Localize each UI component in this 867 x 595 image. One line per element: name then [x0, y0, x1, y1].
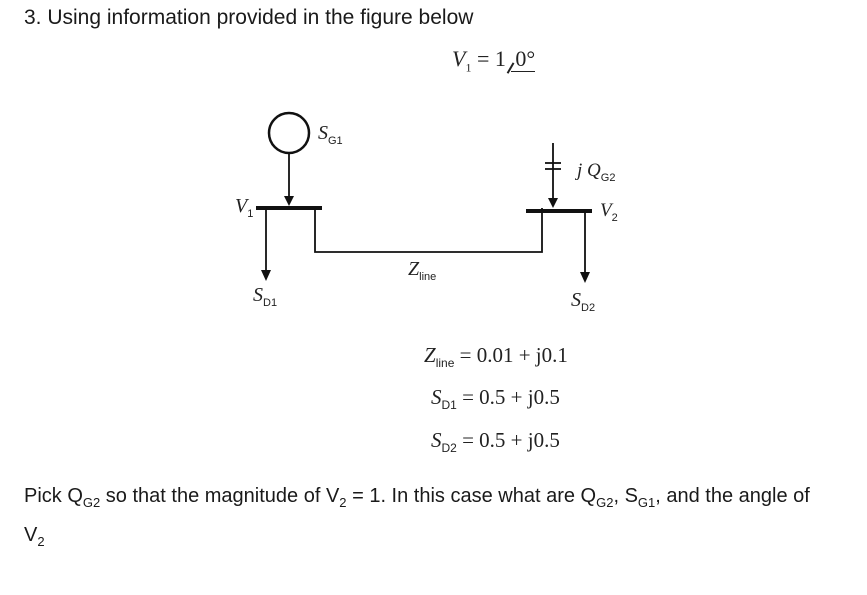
question-text: Pick $Q_{G2}$ so that the magnitude of $V_2 = 1$. In this case what are $Q_{G2}$, $S_{G1}$, and the angle of $V_2$: [24, 485, 810, 549]
load-1-arrow: [261, 270, 271, 281]
generator-1-arrow: [284, 196, 294, 206]
ref-voltage-sub: 1: [465, 60, 472, 75]
label-sg1: $S_{G1}$: [318, 122, 343, 147]
label-sd1: $S_{D1}$: [253, 284, 278, 309]
label-jqg2: j $Q_{G2}$: [577, 160, 616, 184]
generator-1-circle: [269, 113, 309, 153]
load-2-arrow: [580, 272, 590, 283]
equation-sd1: $S_{D1} = 0.5 + j0.5$: [431, 385, 560, 413]
equation-sd2: $S_{D2} = 0.5 + j0.5$: [431, 428, 560, 456]
ref-voltage-symbol: V: [452, 46, 466, 71]
ref-voltage-angle: 0°: [511, 46, 535, 72]
equation-zline: $Z_{line} = 0.01 + j0.1$: [424, 343, 568, 371]
capacitor-arrow: [548, 198, 558, 208]
label-v2: $V_2$: [600, 200, 618, 224]
ref-voltage-equals: = 1: [476, 46, 506, 71]
label-sd2: $S_{D2}$: [571, 289, 596, 314]
label-zline: $Z_{line}$: [408, 258, 437, 283]
label-v1: $V_1$: [235, 195, 254, 220]
problem-heading: 3. Using information provided in the figure below: [24, 6, 474, 29]
transmission-line: [315, 208, 542, 252]
